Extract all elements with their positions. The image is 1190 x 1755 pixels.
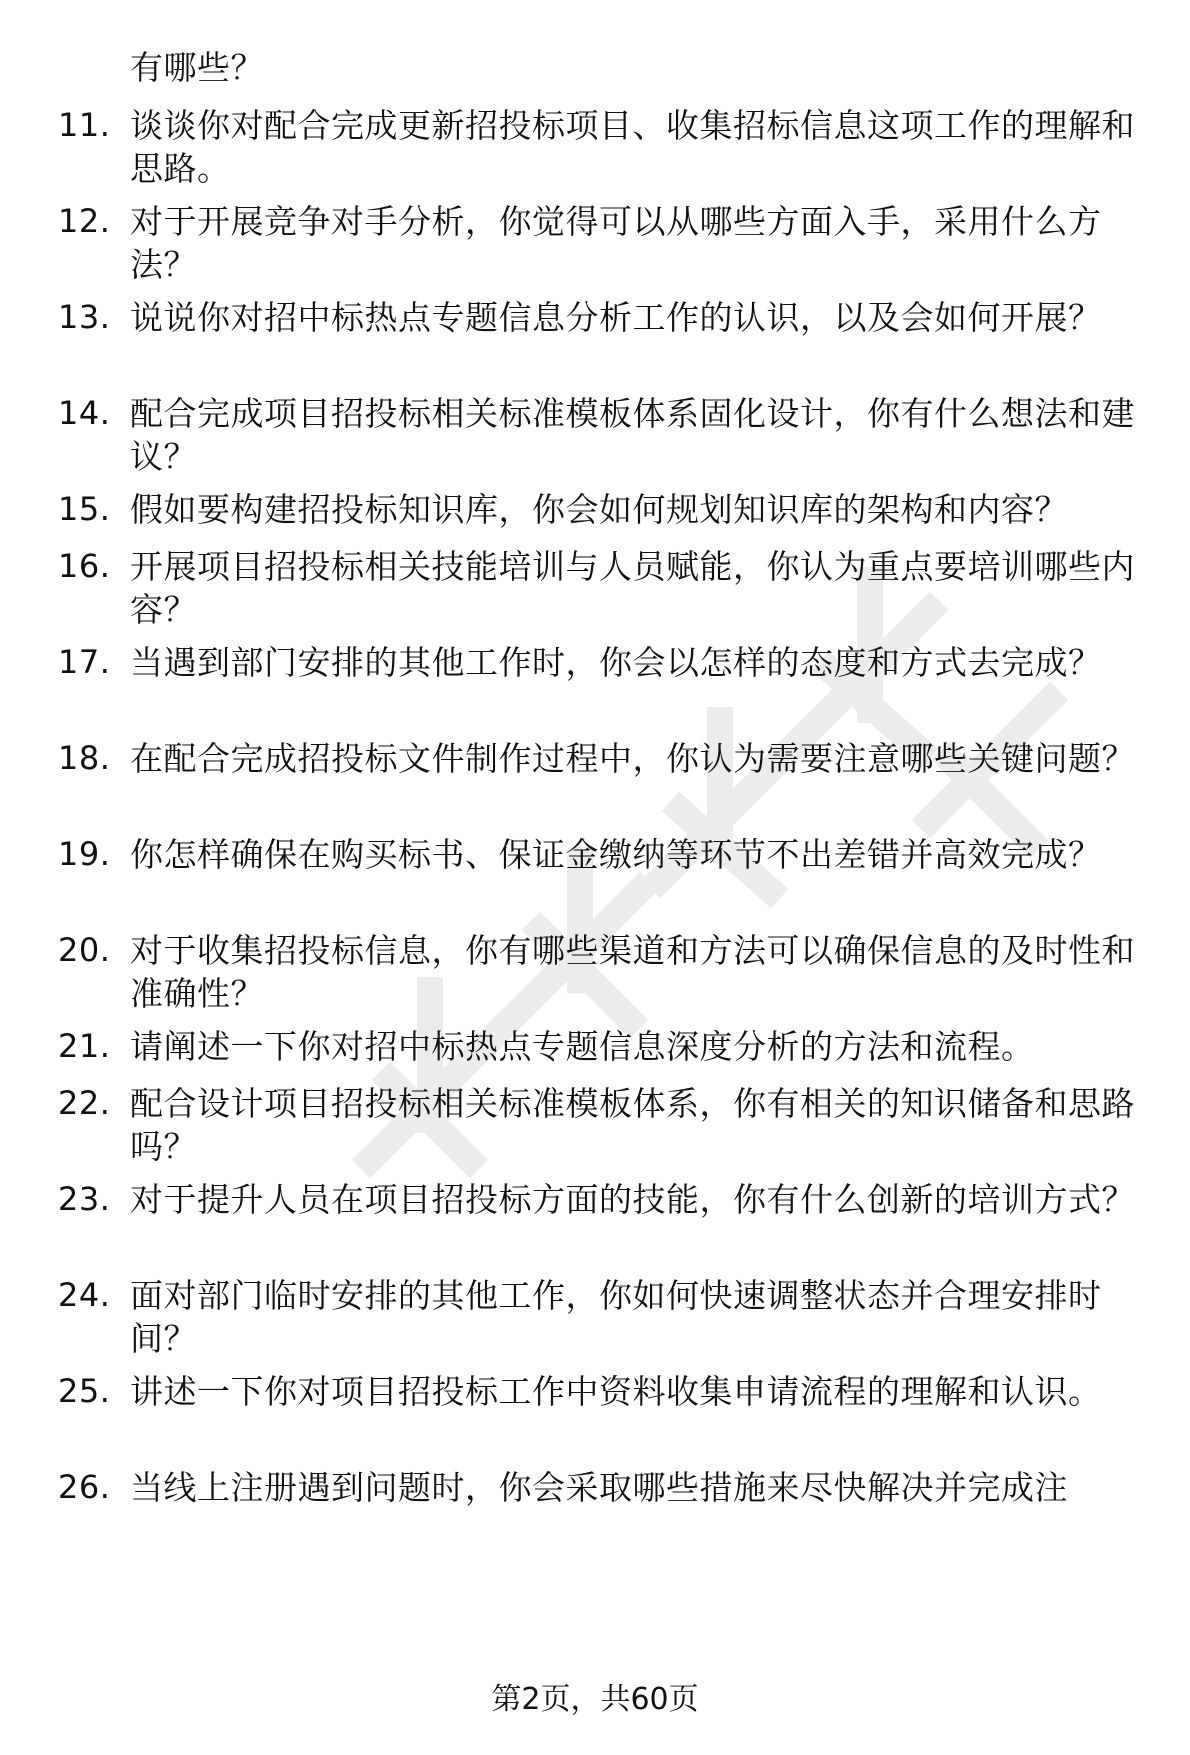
question-item [0, 200, 1190, 310]
question-text: 说说你对招中标热点专题信息分析工作的认识，以及会如何开展？ [130, 298, 1102, 337]
question-item [0, 1178, 1190, 1288]
question-number: 17. [58, 643, 111, 681]
question-text: 开展项目招投标相关技能培训与人员赋能，你认为重点要培训哪些内容？ [130, 547, 1135, 629]
question-number: 11. [58, 106, 111, 144]
question-text: 当遇到部门安排的其他工作时，你会以怎样的态度和方式去完成？ [130, 643, 1102, 682]
question-number: 20. [58, 931, 111, 969]
question-item [0, 1370, 1190, 1480]
question-text: 当线上注册遇到问题时，你会采取哪些措施来尽快解决并完成注 [130, 1468, 1068, 1507]
question-number: 19. [58, 835, 111, 873]
question-text: 假如要构建招投标知识库，你会如何规划知识库的架构和内容？ [130, 490, 1068, 529]
question-text: 在配合完成招投标文件制作过程中，你认为需要注意哪些关键问题？ [130, 739, 1135, 778]
question-text: 对于提升人员在项目招投标方面的技能，你有什么创新的培训方式？ [130, 1180, 1135, 1219]
question-number: 16. [58, 547, 111, 585]
question-text: 你怎样确保在购买标书、保证金缴纳等环节不出差错并高效完成？ [130, 835, 1102, 874]
question-item [0, 296, 1190, 406]
question-item [0, 929, 1190, 1039]
page-footer: 第2页，共60页 [491, 1682, 699, 1717]
question-text: 配合设计项目招投标相关标准模板体系，你有相关的知识储备和思路吗？ [130, 1084, 1135, 1166]
question-item [0, 737, 1190, 847]
question-text: 对于开展竞争对手分析，你觉得可以从哪些方面入手，采用什么方法？ [130, 202, 1102, 284]
continued-question-text: 有哪些？ [130, 48, 264, 87]
question-text: 面对部门临时安排的其他工作，你如何快速调整状态并合理安排时间？ [130, 1276, 1102, 1358]
question-number: 15. [58, 490, 111, 528]
question-text: 请阐述一下你对招中标热点专题信息深度分析的方法和流程。 [130, 1027, 1035, 1066]
question-item [0, 1082, 1190, 1192]
question-item [0, 833, 1190, 943]
question-item [0, 641, 1190, 751]
question-number: 18. [58, 739, 111, 777]
question-number: 22. [58, 1084, 111, 1122]
question-text: 配合完成项目招投标相关标准模板体系固化设计，你有什么想法和建议？ [130, 394, 1135, 476]
question-text: 谈谈你对配合完成更新招投标项目、收集招标信息这项工作的理解和思路。 [130, 106, 1135, 188]
question-text: 讲述一下你对项目招投标工作中资料收集申请流程的理解和认识。 [130, 1372, 1102, 1411]
question-item [0, 1466, 1190, 1576]
question-number: 26. [58, 1468, 111, 1506]
question-item [0, 545, 1190, 655]
question-item [0, 392, 1190, 502]
question-number: 21. [58, 1027, 111, 1065]
question-number: 24. [58, 1276, 111, 1314]
question-number: 25. [58, 1372, 111, 1410]
question-item [0, 1274, 1190, 1384]
question-number: 12. [58, 202, 111, 240]
question-text: 对于收集招投标信息，你有哪些渠道和方法可以确保信息的及时性和准确性？ [130, 931, 1135, 1013]
question-number: 13. [58, 298, 111, 336]
question-item [0, 104, 1190, 214]
question-number: 14. [58, 394, 111, 432]
question-number: 23. [58, 1180, 111, 1218]
